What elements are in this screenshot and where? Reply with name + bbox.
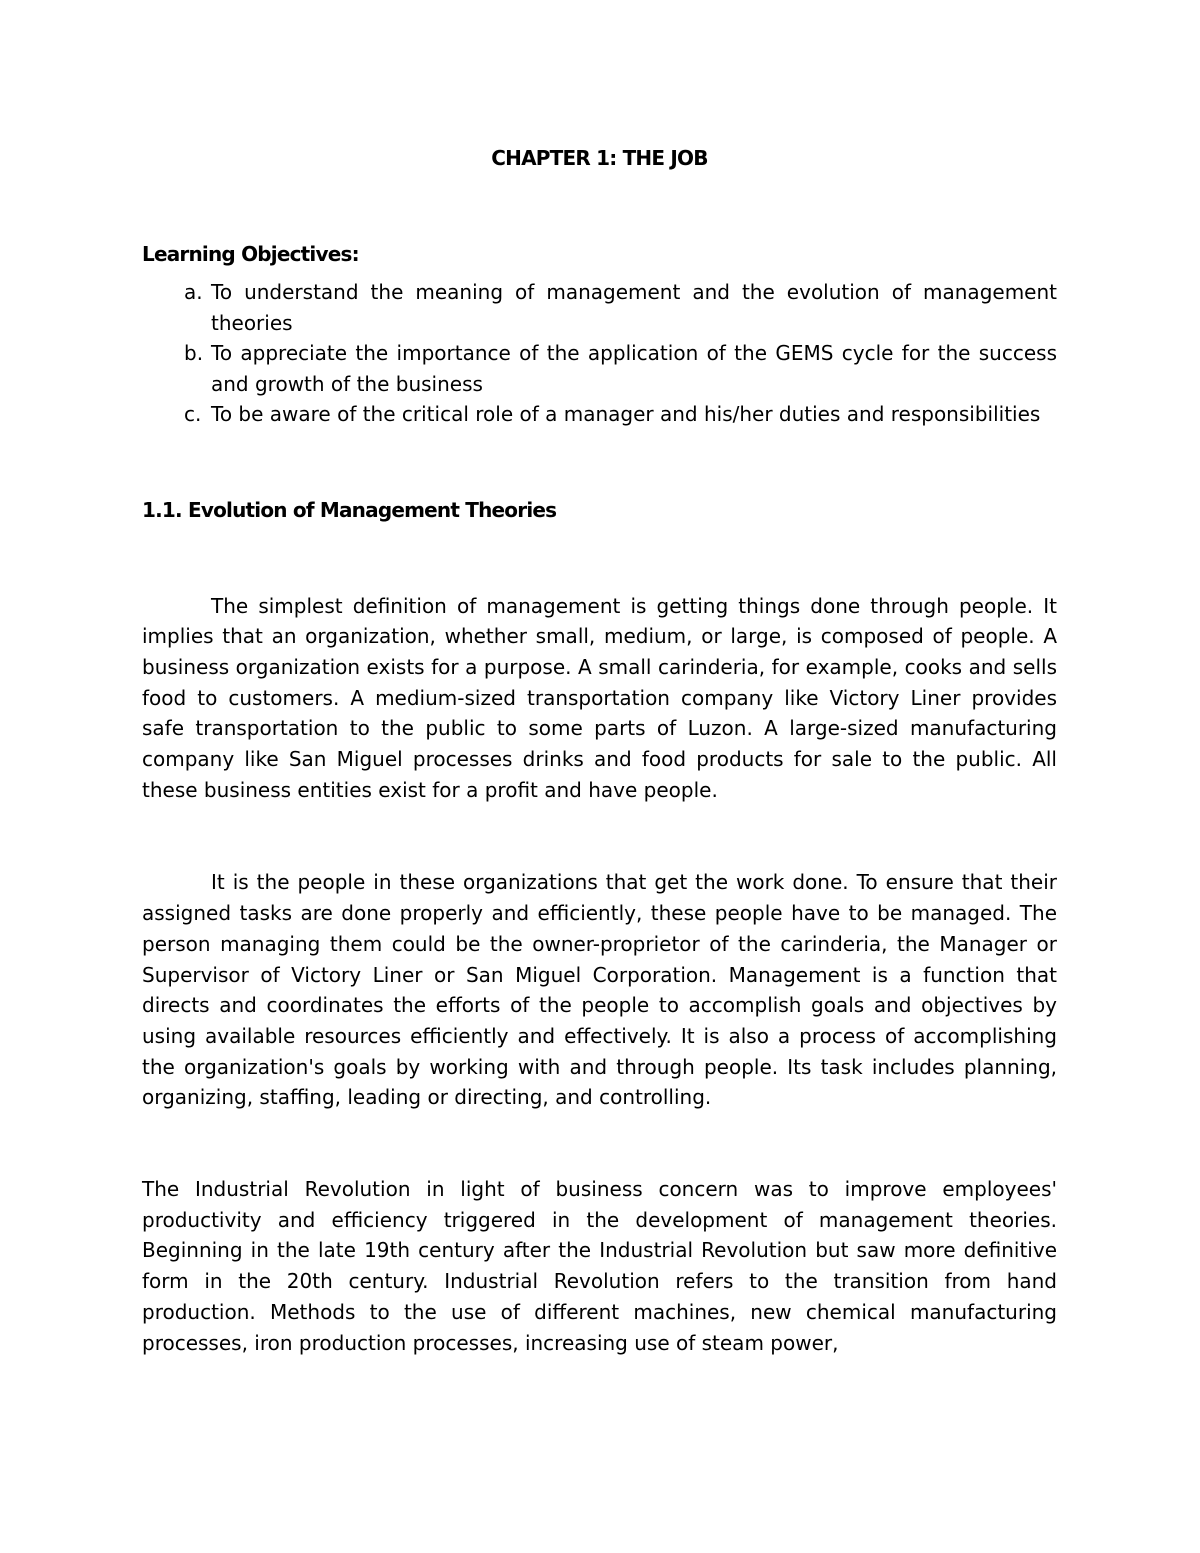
body-paragraph: The Industrial Revolution in light of business concern was to improve employees' productivity and efficiency triggered in the development of management theories. Beginning in the late 19th century after the Industrial Revolution but saw more definitive form in the 20th century. Industrial Revolution refers to the transition from hand production. Methods to the use of different machines, new chemical manufacturing processes, iron production processes, increasing use of steam power, [142,1177,1057,1355]
objective-marker: a. [184,280,203,304]
objective-text: To understand the meaning of management and the evolution of management theories [211,280,1057,335]
objective-item-a [142,277,1057,338]
objective-marker: b. [184,341,204,365]
body-paragraph: The simplest definition of management is getting things done through people. It implies that an organization, whether small, medium, or large, is composed of people. A business organization exists for a purpose. A small carinderia, for example, cooks and sells food to customers. A medium-sized transportation company like Victory Liner provides safe transportation to the public to some parts of Luzon. A large-sized manufacturing company like San Miguel processes drinks and food products for sale to the public. All these business entities exist for a profit and have people. [142,593,1057,802]
learning-objectives-list [142,277,1057,430]
objective-text: To appreciate the importance of the application of the GEMS cycle for the success and growth of the business [211,341,1057,396]
section-heading: 1.1. Evolution of Management Theories [142,497,557,522]
chapter-title: CHAPTER 1: THE JOB [491,146,708,170]
body-paragraph: It is the people in these organizations that get the work done. To ensure that their assigned tasks are done properly and efficiently, these people have to be managed. The person managing them could be the owner-proprietor of the carinderia, the Manager or Supervisor of Victory Liner or San Miguel Corporation. Management is a function that directs and coordinates the efforts of the people to accomplish goals and objectives by using available resources efficiently and effectively. It is also a process of accomplishing the organization's goals by working with and through people. Its task includes planning, organizing, staffing, leading or directing, and controlling. [142,870,1057,1110]
learning-objectives-heading: Learning Objectives: [142,242,359,266]
objective-item-b [142,338,1057,399]
objective-item-c [142,399,1057,430]
objective-text: To be aware of the critical role of a manager and his/her duties and responsibilities [211,402,1041,426]
page-content [142,143,1057,1358]
objective-marker: c. [184,402,202,426]
